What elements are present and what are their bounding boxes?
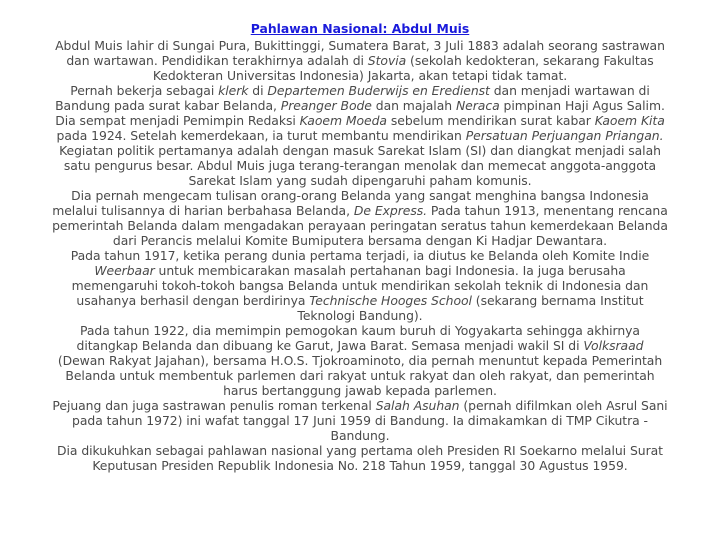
italic-term: Kaoem Kita — [594, 113, 665, 128]
italic-term: Volksraad — [583, 338, 644, 353]
text-run: Dia dikukuhkan sebagai pahlawan nasional yang pertama oleh Presiden RI Soekarno melalui Surat Keputusan Presiden Republik Indonesia No. 218 Tahun 1959, tanggal 30 Agustus 1959. — [57, 443, 663, 473]
text-run: untuk membicarakan masalah pertahanan bagi Indonesia. Ia juga berusaha memengaruhi tokoh-tokoh bangsa Belanda untuk mendirikan sekolah teknik di Indonesia dan usahanya berhasil dengan berdirinya — [71, 263, 649, 308]
italic-term: Neraca — [455, 98, 500, 113]
text-run: Pejuang dan juga sastrawan penulis roman terkenal — [52, 398, 376, 413]
italic-term: Departemen Buderwijs en Eredienst — [267, 83, 490, 98]
paragraph-5 — [52, 248, 668, 323]
italic-term: Stovia — [367, 53, 407, 68]
text-run: Pada tahun 1917, ketika perang dunia pertama terjadi, ia diutus ke Belanda oleh Komite Indie — [70, 248, 650, 263]
text-run: dan menjadi wartawan di Bandung pada surat kabar Belanda, — [55, 83, 650, 113]
italic-term: Technische Hooges School — [309, 293, 472, 308]
paragraph-1 — [52, 38, 668, 83]
text-run: (pernah difilmkan oleh Asrul Sani pada tahun 1972) ini wafat tanggal 17 Juni 1959 di Bandung. Ia dimakamkan di TMP Cikutra - Bandung. — [72, 398, 668, 443]
paragraph-8 — [52, 443, 668, 473]
italic-term: De Express. — [353, 203, 428, 218]
italic-term: Salah Asuhan — [375, 398, 460, 413]
document-title-link[interactable]: Pahlawan Nasional: Abdul Muis — [250, 21, 470, 36]
italic-term: Persatuan Perjuangan Priangan. — [465, 128, 664, 143]
text-run: di — [248, 83, 268, 98]
document-body — [52, 38, 668, 473]
paragraph-2 — [52, 83, 668, 143]
paragraph-3 — [52, 143, 668, 188]
text-run: Dia pernah mengecam tulisan orang-orang Belanda yang sangat menghina bangsa Indonesia melalui tulisannya di harian berbahasa Belanda, — [52, 188, 649, 218]
text-run: sebelum mendirikan surat kabar — [386, 113, 595, 128]
text-run: Pada tahun 1922, dia memimpin pemogokan kaum buruh di Yogyakarta sehingga akhirnya ditangkap Belanda dan dibuang ke Garut, Jawa Barat. Semasa menjadi wakil SI di — [76, 323, 640, 353]
text-run: pada 1924. Setelah kemerdekaan, ia turut membantu mendirikan — [56, 128, 466, 143]
text-run: (Dewan Rakyat Jajahan), bersama H.O.S. Tjokroaminoto, dia pernah menuntut kepada Pemerintah Belanda untuk membentuk parlemen dari rakyat untuk rakyat dan oleh rakyat, dan pemerintah harus bertanggung jawab kepada parlemen. — [57, 353, 663, 398]
text-run: Kegiatan politik pertamanya adalah dengan masuk Sarekat Islam (SI) dan diangkat menjadi salah satu pengurus besar. Abdul Muis juga terang-terangan menolak dan memecat anggota-anggota Sarekat Islam yang sudah dipengaruhi paham komunis. — [59, 143, 661, 188]
paragraph-4 — [52, 188, 668, 248]
text-run: Abdul Muis lahir di Sungai Pura, Bukittinggi, Sumatera Barat, 3 Juli 1883 adalah seorang sastrawan dan wartawan. Pendidikan terakhirnya adalah di — [55, 38, 665, 68]
italic-term: klerk — [218, 83, 249, 98]
italic-term: Kaoem Moeda — [299, 113, 387, 128]
paragraph-6 — [52, 323, 668, 398]
text-run: dan majalah — [371, 98, 456, 113]
text-run: (sekarang bernama Institut Teknologi Bandung). — [297, 293, 644, 323]
text-run: pimpinan Haji Agus Salim. Dia sempat menjadi Pemimpin Redaksi — [55, 98, 665, 128]
paragraph-7 — [52, 398, 668, 443]
text-run: Pada tahun 1913, menentang rencana pemerintah Belanda dalam mengadakan perayaan peringatan seratus tahun kemerdekaan Belanda dari Perancis melalui Komite Bumiputera bersama dengan Ki Hadjar Dewantara. — [52, 203, 668, 248]
text-run: Pernah bekerja sebagai — [70, 83, 219, 98]
text-run: (sekolah kedokteran, sekarang Fakultas Kedokteran Universitas Indonesia) Jakarta, akan tetapi tidak tamat. — [152, 53, 654, 83]
italic-term: Weerbaar — [94, 263, 155, 278]
italic-term: Preanger Bode — [280, 98, 372, 113]
